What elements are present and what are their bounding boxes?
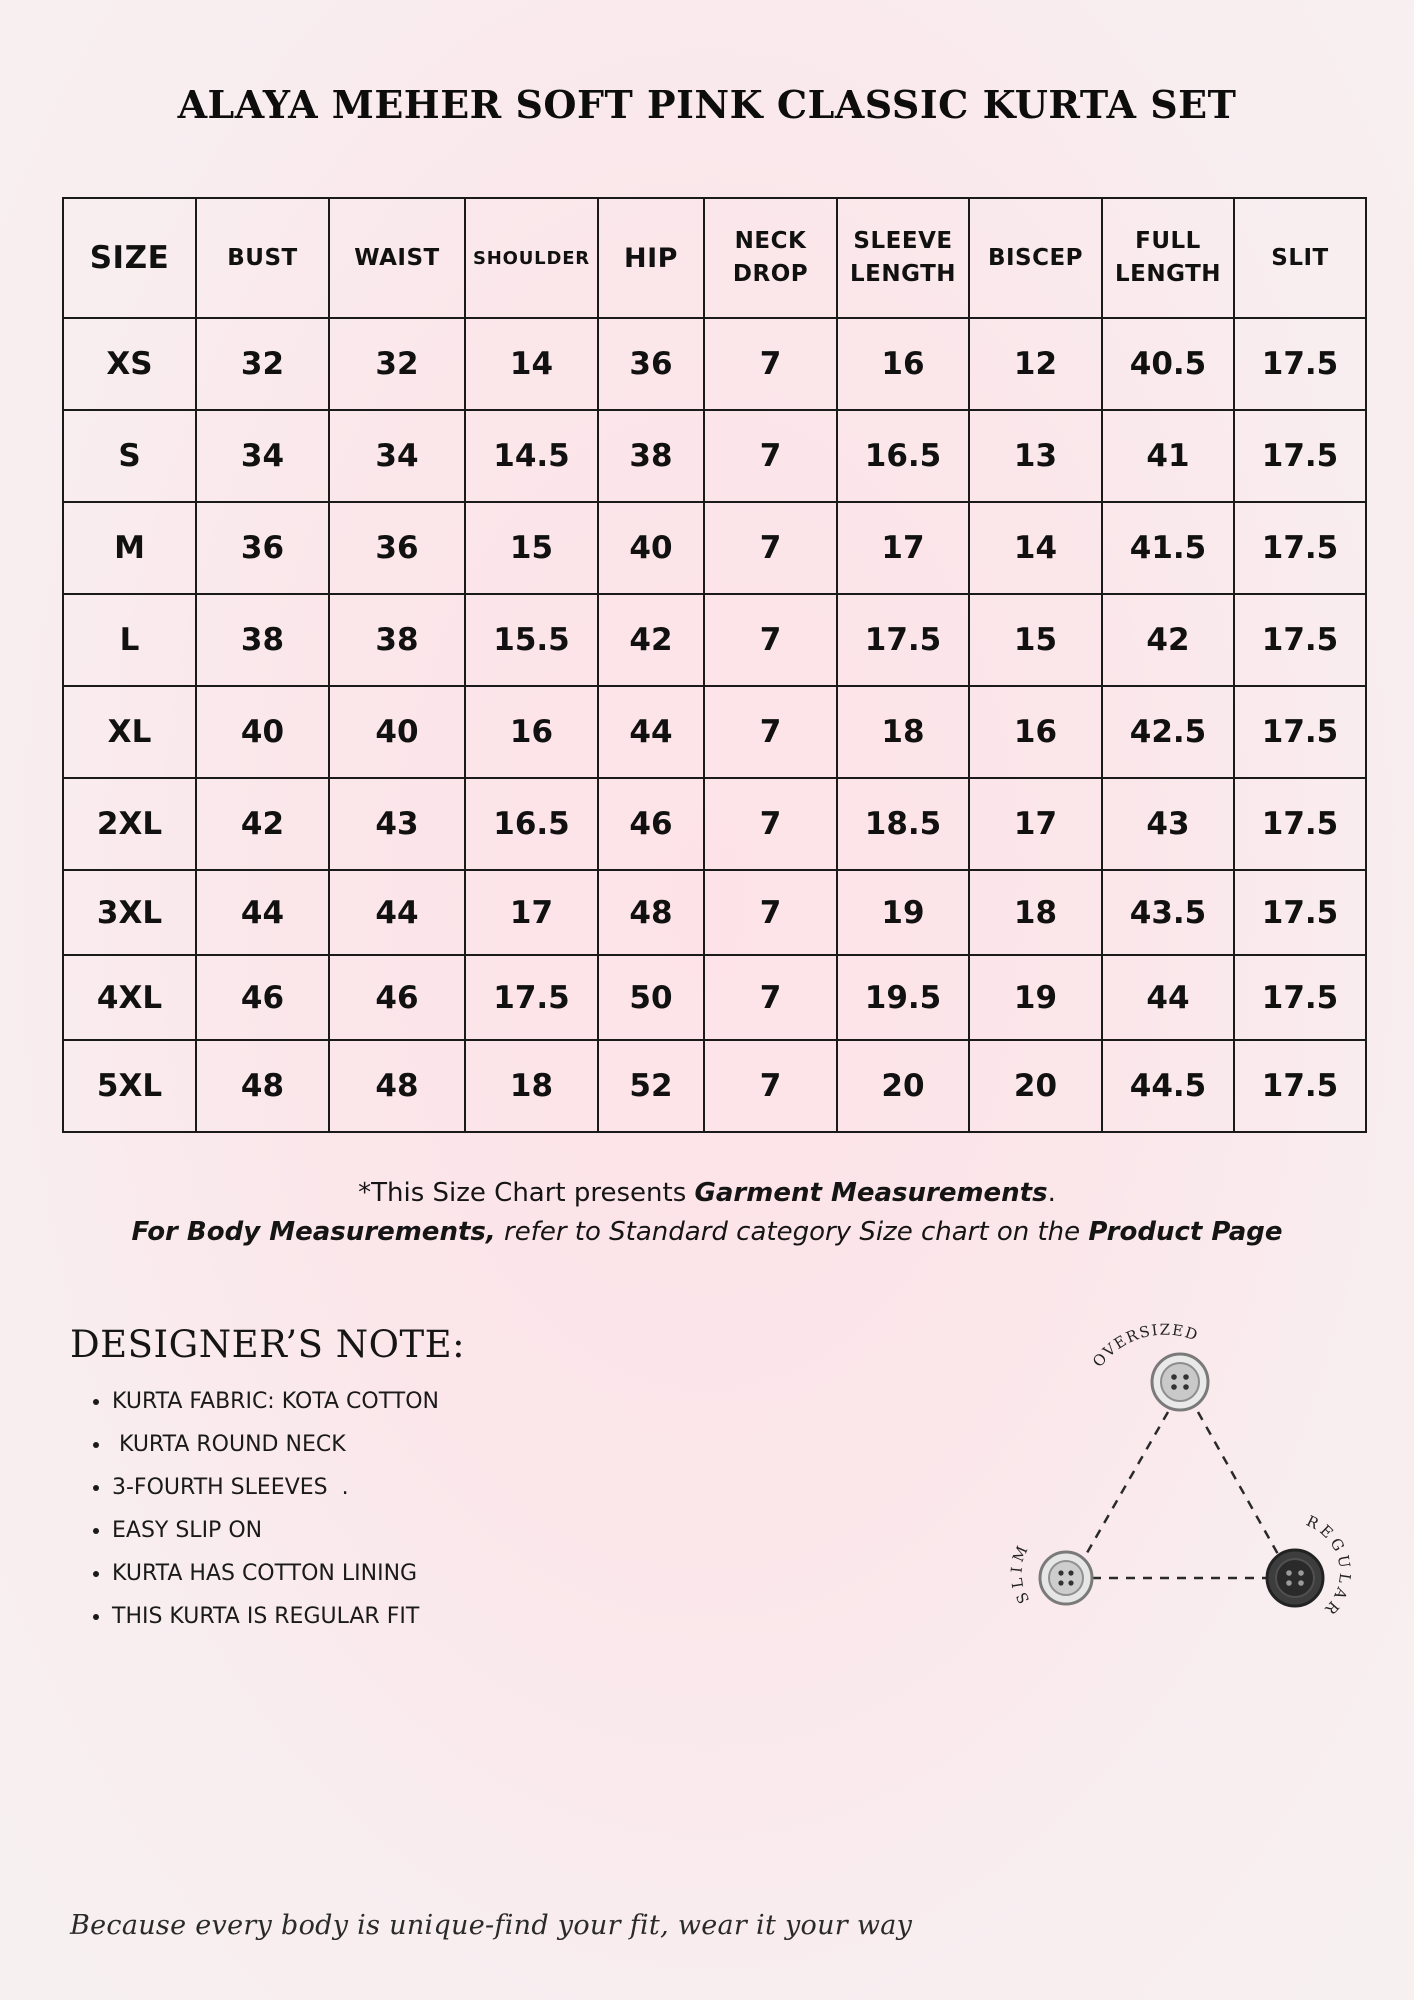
bust-cell: 46 [196,955,329,1040]
slit-cell: 17.5 [1234,870,1366,955]
size-cell: L [63,594,196,686]
size-cell: 3XL [63,870,196,955]
full-length-cell: 44.5 [1102,1040,1234,1132]
shoulder-cell: 16 [465,686,598,778]
neck-drop-cell: 7 [704,686,837,778]
sleeve-length-cell: 16.5 [837,410,969,502]
list-item: • EASY SLIP ON [112,1509,439,1552]
list-item: • KURTA HAS COTTON LINING [112,1552,439,1595]
body-measurement-note: For Body Measurements, refer to Standard category Size chart on the Product Page [131,1217,1283,1247]
size-cell: XS [63,318,196,410]
hip-cell: 42 [598,594,704,686]
header-cell-shoulder: SHOULDER [465,198,598,318]
header-cell-slit: SLIT [1234,198,1366,318]
slim-button-icon [1040,1552,1092,1604]
neck-drop-cell: 7 [704,870,837,955]
biscep-cell: 18 [969,870,1102,955]
slit-cell: 17.5 [1234,686,1366,778]
full-length-cell: 41.5 [1102,502,1234,594]
hip-cell: 36 [598,318,704,410]
garment-measurement-note: *This Size Chart presents Garment Measurements. [358,1178,1056,1208]
hip-cell: 50 [598,955,704,1040]
designers-note-list [70,1380,439,1638]
list-item: • 3-FOURTH SLEEVES . [112,1466,439,1509]
shoulder-cell: 17 [465,870,598,955]
full-length-cell: 42 [1102,594,1234,686]
waist-cell: 43 [329,778,465,870]
table-row [63,955,1366,1040]
full-length-cell: 43 [1102,778,1234,870]
bust-cell: 42 [196,778,329,870]
neck-drop-cell: 7 [704,594,837,686]
biscep-cell: 13 [969,410,1102,502]
slit-cell: 17.5 [1234,410,1366,502]
neck-drop-cell: 7 [704,502,837,594]
waist-cell: 40 [329,686,465,778]
header-cell-sleeve-length: SLEEVE LENGTH [837,198,969,318]
hip-cell: 40 [598,502,704,594]
bust-cell: 34 [196,410,329,502]
sleeve-length-cell: 16 [837,318,969,410]
biscep-cell: 12 [969,318,1102,410]
shoulder-cell: 16.5 [465,778,598,870]
table-row [63,410,1366,502]
bust-cell: 38 [196,594,329,686]
shoulder-cell: 15 [465,502,598,594]
size-cell: S [63,410,196,502]
hip-cell: 44 [598,686,704,778]
shoulder-cell: 17.5 [465,955,598,1040]
waist-cell: 46 [329,955,465,1040]
shoulder-cell: 14.5 [465,410,598,502]
table-row [63,594,1366,686]
header-cell-waist: WAIST [329,198,465,318]
sleeve-length-cell: 18 [837,686,969,778]
fit-triangle-lines [1076,1412,1288,1578]
neck-drop-cell: 7 [704,778,837,870]
waist-cell: 34 [329,410,465,502]
slit-cell: 17.5 [1234,955,1366,1040]
neck-drop-cell: 7 [704,410,837,502]
neck-drop-cell: 7 [704,955,837,1040]
table-header-row [63,198,1366,318]
tagline: Because every body is unique-find your fit, wear it your way [70,1910,913,1941]
header-cell-biscep: BISCEP [969,198,1102,318]
header-cell-size: SIZE [63,198,196,318]
slim-label: SLIM [1007,1539,1034,1607]
size-cell: XL [63,686,196,778]
waist-cell: 48 [329,1040,465,1132]
biscep-cell: 14 [969,502,1102,594]
table-row [63,778,1366,870]
header-cell-neck-drop: NECK DROP [704,198,837,318]
list-item: • KURTA FABRIC: KOTA COTTON [112,1380,439,1423]
shoulder-cell: 15.5 [465,594,598,686]
sleeve-length-cell: 20 [837,1040,969,1132]
sleeve-length-cell: 19.5 [837,955,969,1040]
header-cell-hip: HIP [598,198,704,318]
size-cell: M [63,502,196,594]
designers-note-title: DESIGNER’S NOTE: [70,1323,466,1366]
table-row [63,686,1366,778]
neck-drop-cell: 7 [704,318,837,410]
regular-button-icon [1267,1550,1323,1606]
slit-cell: 17.5 [1234,594,1366,686]
biscep-cell: 16 [969,686,1102,778]
sleeve-length-cell: 17 [837,502,969,594]
biscep-cell: 20 [969,1040,1102,1132]
full-length-cell: 44 [1102,955,1234,1040]
biscep-cell: 17 [969,778,1102,870]
waist-cell: 38 [329,594,465,686]
table-row [63,502,1366,594]
waist-cell: 44 [329,870,465,955]
fit-diagram [1000,1310,1360,1640]
size-chart-table [62,197,1367,1133]
hip-cell: 46 [598,778,704,870]
header-cell-bust: BUST [196,198,329,318]
biscep-cell: 19 [969,955,1102,1040]
sleeve-length-cell: 17.5 [837,594,969,686]
table-row [63,1040,1366,1132]
waist-cell: 36 [329,502,465,594]
biscep-cell: 15 [969,594,1102,686]
size-cell: 4XL [63,955,196,1040]
neck-drop-cell: 7 [704,1040,837,1132]
slit-cell: 17.5 [1234,318,1366,410]
table-row [63,870,1366,955]
slit-cell: 17.5 [1234,502,1366,594]
full-length-cell: 41 [1102,410,1234,502]
sleeve-length-cell: 19 [837,870,969,955]
oversized-label: OVERSIZED [1089,1320,1202,1371]
header-cell-full-length: FULL LENGTH [1102,198,1234,318]
shoulder-cell: 14 [465,318,598,410]
list-item: • THIS KURTA IS REGULAR FIT [112,1595,439,1638]
table-row [63,318,1366,410]
waist-cell: 32 [329,318,465,410]
bust-cell: 40 [196,686,329,778]
bust-cell: 36 [196,502,329,594]
full-length-cell: 43.5 [1102,870,1234,955]
size-cell: 2XL [63,778,196,870]
page-title: ALAYA MEHER SOFT PINK CLASSIC KURTA SET [177,82,1237,127]
hip-cell: 38 [598,410,704,502]
slit-cell: 17.5 [1234,1040,1366,1132]
slit-cell: 17.5 [1234,778,1366,870]
hip-cell: 48 [598,870,704,955]
bust-cell: 32 [196,318,329,410]
bust-cell: 48 [196,1040,329,1132]
bust-cell: 44 [196,870,329,955]
hip-cell: 52 [598,1040,704,1132]
sleeve-length-cell: 18.5 [837,778,969,870]
shoulder-cell: 18 [465,1040,598,1132]
regular-label: REGULAR [1303,1511,1355,1621]
oversized-button-icon [1152,1354,1208,1410]
full-length-cell: 40.5 [1102,318,1234,410]
full-length-cell: 42.5 [1102,686,1234,778]
size-cell: 5XL [63,1040,196,1132]
list-item: • KURTA ROUND NECK [112,1423,439,1466]
